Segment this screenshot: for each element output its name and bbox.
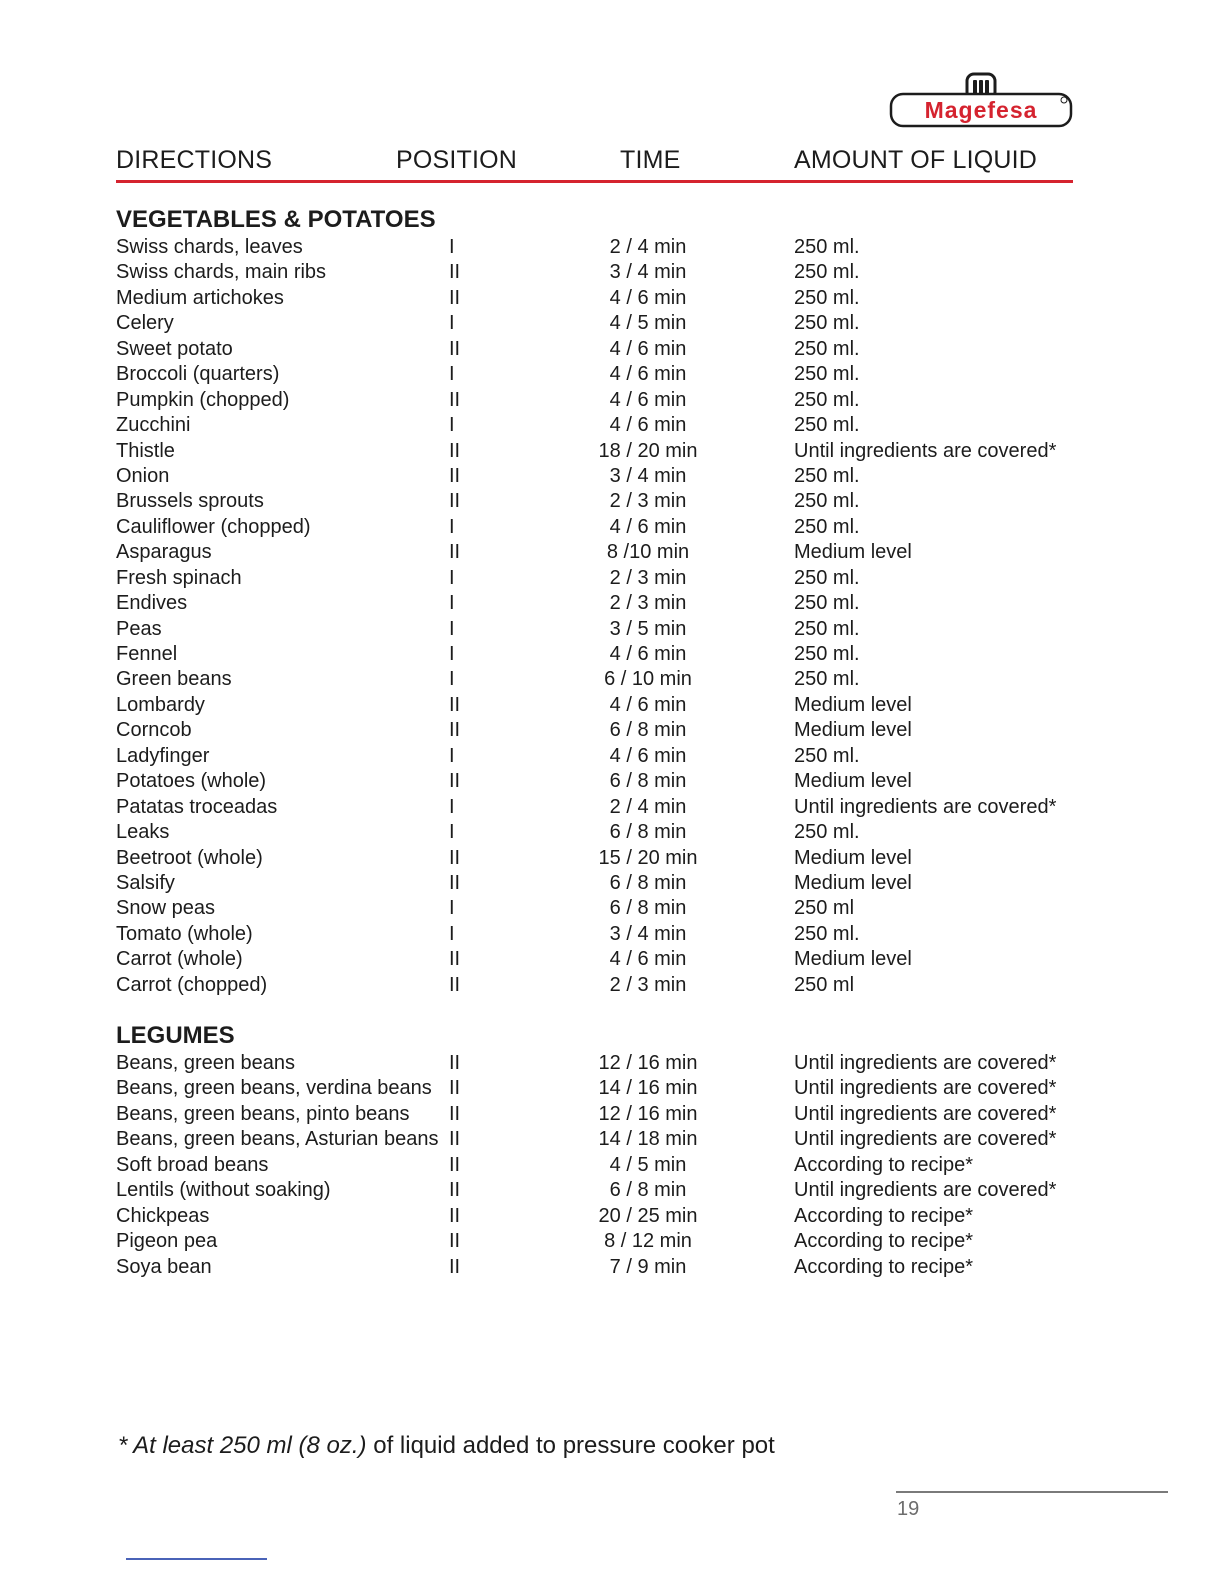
liquid-amount: 250 ml. xyxy=(794,490,860,513)
ingredient-name: Fennel xyxy=(116,643,178,665)
ingredient-name: Cauliflower (chopped) xyxy=(116,515,311,538)
ingredient-name: Snow peas xyxy=(116,897,215,920)
time-text: 3 / 4 min xyxy=(609,464,687,487)
table-row xyxy=(116,744,1076,769)
liquid-amount: 250 ml. xyxy=(794,922,860,945)
time-text: 12 / 16 min xyxy=(598,1102,698,1125)
liquid-amount: Medium level xyxy=(794,871,912,894)
table-row xyxy=(116,235,1076,260)
bottom-accent-line xyxy=(126,1558,267,1560)
legumes-title: LEGUMES xyxy=(116,1022,235,1049)
ingredient-name: Green beans xyxy=(116,668,232,691)
ingredient-name: Leaks xyxy=(116,821,170,844)
time-text: 2 / 4 min xyxy=(609,236,687,258)
position-value: II xyxy=(449,439,461,462)
table-row xyxy=(116,896,1076,921)
liquid-amount: According to recipe* xyxy=(794,1255,973,1278)
position-value: I xyxy=(449,566,455,589)
position-value: II xyxy=(449,388,461,411)
liquid-amount: 250 ml. xyxy=(794,821,860,844)
table-row xyxy=(116,1153,1076,1178)
table-row xyxy=(116,362,1076,387)
time-text: 4 / 6 min xyxy=(609,363,687,386)
table-row xyxy=(116,947,1076,972)
table-row xyxy=(116,1102,1076,1127)
ingredient-name: Onion xyxy=(116,464,170,487)
liquid-amount: Until ingredients are covered* xyxy=(794,1052,1057,1074)
liquid-amount: 250 ml. xyxy=(794,566,860,589)
time-text: 3 / 4 min xyxy=(609,261,687,284)
ingredient-name: Soya bean xyxy=(116,1255,212,1278)
position-value: I xyxy=(449,515,455,538)
table-row xyxy=(116,973,1076,998)
position-value: II xyxy=(449,541,461,564)
liquid-amount: Medium level xyxy=(794,770,912,793)
liquid-amount: Until ingredients are covered* xyxy=(794,1077,1057,1100)
position-value: I xyxy=(449,897,455,920)
ingredient-name: Thistle xyxy=(116,439,175,462)
ingredient-name: Broccoli (quarters) xyxy=(116,363,280,386)
time-text: 4 / 6 min xyxy=(609,388,687,411)
liquid-amount: Until ingredients are covered* xyxy=(794,1102,1057,1125)
liquid-amount: 250 ml. xyxy=(794,236,860,258)
ingredient-name: Carrot (whole) xyxy=(116,948,243,971)
liquid-amount: According to recipe* xyxy=(794,1204,973,1227)
position-value: II xyxy=(449,261,461,284)
table-row xyxy=(116,515,1076,540)
time-text: 6 / 8 min xyxy=(609,897,687,920)
table-row xyxy=(116,667,1076,692)
position-value: II xyxy=(449,1102,461,1125)
time-text: 4 / 6 min xyxy=(609,414,687,437)
footer-divider xyxy=(896,1491,1168,1493)
position-value: II xyxy=(449,973,461,996)
liquid-amount: According to recipe* xyxy=(794,1153,973,1176)
table-row xyxy=(116,1127,1076,1152)
time-text: 6 / 8 min xyxy=(609,871,687,894)
liquid-amount: Medium level xyxy=(794,719,912,742)
ingredient-name: Beans, green beans, Asturian beans xyxy=(116,1128,439,1151)
table-row xyxy=(116,413,1076,438)
table-row xyxy=(116,871,1076,896)
time-text: 18 / 20 min xyxy=(598,439,698,462)
time-text: 2 / 3 min xyxy=(609,592,687,615)
magefesa-logo xyxy=(888,72,1074,130)
position-value: II xyxy=(449,1128,461,1151)
liquid-amount: Until ingredients are covered* xyxy=(794,439,1057,462)
liquid-amount: According to recipe* xyxy=(794,1230,973,1253)
table-row xyxy=(116,642,1076,667)
liquid-amount: 250 ml. xyxy=(794,363,860,386)
ingredient-name: Lentils (without soaking) xyxy=(116,1179,331,1202)
ingredient-name: Beans, green beans, verdina beans xyxy=(116,1077,432,1100)
header-position: POSITION xyxy=(396,146,518,174)
position-value: II xyxy=(449,490,461,513)
table-row xyxy=(116,1255,1076,1280)
liquid-amount: 250 ml. xyxy=(794,464,860,487)
liquid-amount: 250 ml xyxy=(794,973,855,996)
liquid-amount: 250 ml xyxy=(794,897,855,920)
position-value: II xyxy=(449,1052,461,1074)
ingredient-name: Peas xyxy=(116,617,162,640)
time-text: 4 / 6 min xyxy=(609,744,687,767)
time-text: 14 / 18 min xyxy=(598,1128,698,1151)
ingredient-name: Corncob xyxy=(116,719,192,742)
liquid-amount: 250 ml. xyxy=(794,261,860,284)
liquid-amount: Medium level xyxy=(794,693,912,716)
time-text: 20 / 25 min xyxy=(598,1204,698,1227)
table-row xyxy=(116,769,1076,794)
header-divider xyxy=(116,180,1073,183)
position-value: I xyxy=(449,744,455,767)
table-row xyxy=(116,388,1076,413)
ingredient-name: Pumpkin (chopped) xyxy=(116,388,290,411)
liquid-amount: 250 ml. xyxy=(794,312,860,335)
time-text: 2 / 3 min xyxy=(609,490,687,513)
table-row xyxy=(116,820,1076,845)
ingredient-name: Medium artichokes xyxy=(116,286,284,309)
footnote xyxy=(118,1432,775,1460)
liquid-amount: 250 ml. xyxy=(794,643,860,665)
table-row xyxy=(116,286,1076,311)
position-value: I xyxy=(449,821,455,844)
table-row xyxy=(116,464,1076,489)
table-row xyxy=(116,1051,1076,1076)
position-value: II xyxy=(449,770,461,793)
liquid-amount: 250 ml. xyxy=(794,617,860,640)
table-row xyxy=(116,489,1076,514)
ingredient-name: Ladyfinger xyxy=(116,744,210,767)
column-header xyxy=(116,146,1072,178)
vegetables-title: VEGETABLES & POTATOES xyxy=(116,206,436,233)
position-value: I xyxy=(449,617,455,640)
table-row xyxy=(116,922,1076,947)
ingredient-name: Potatoes (whole) xyxy=(116,770,267,793)
time-text: 6 / 8 min xyxy=(609,821,687,844)
time-text: 6 / 8 min xyxy=(609,719,687,742)
table-row xyxy=(116,337,1076,362)
time-text: 2 / 3 min xyxy=(609,566,687,589)
ingredient-name: Sweet potato xyxy=(116,337,233,360)
table-row xyxy=(116,260,1076,285)
time-text: 4 / 6 min xyxy=(609,948,687,971)
ingredient-name: Soft broad beans xyxy=(116,1153,269,1176)
ingredient-name: Chickpeas xyxy=(116,1204,210,1227)
time-text: 3 / 4 min xyxy=(609,922,687,945)
position-value: II xyxy=(449,337,461,360)
ingredient-name: Beans, green beans xyxy=(116,1052,296,1074)
time-text: 2 / 3 min xyxy=(609,973,687,996)
time-text: 4 / 6 min xyxy=(609,337,687,360)
ingredient-name: Carrot (chopped) xyxy=(116,973,268,996)
time-text: 4 / 6 min xyxy=(609,286,687,309)
time-text: 4 / 5 min xyxy=(609,1153,687,1176)
liquid-amount: Until ingredients are covered* xyxy=(794,795,1057,818)
time-text: 15 / 20 min xyxy=(598,846,698,869)
ingredient-name: Patatas troceadas xyxy=(116,795,278,818)
time-text: 2 / 4 min xyxy=(609,795,687,818)
time-text: 6 / 8 min xyxy=(609,770,687,793)
ingredient-name: Swiss chards, leaves xyxy=(116,236,303,258)
table-row xyxy=(116,1229,1076,1254)
header-amount-of-liquid: AMOUNT OF LIQUID xyxy=(794,146,1038,174)
liquid-amount: 250 ml. xyxy=(794,668,860,691)
ingredient-name: Salsify xyxy=(116,871,175,894)
ingredient-name: Beans, green beans, pinto beans xyxy=(116,1102,410,1125)
table-row xyxy=(116,693,1076,718)
liquid-amount: 250 ml. xyxy=(794,414,860,437)
position-value: II xyxy=(449,464,461,487)
table-row xyxy=(116,1204,1076,1229)
table-row xyxy=(116,617,1076,642)
ingredient-name: Celery xyxy=(116,312,174,335)
ingredient-name: Lombardy xyxy=(116,693,205,716)
table-row xyxy=(116,591,1076,616)
position-value: I xyxy=(449,312,455,335)
liquid-amount: Until ingredients are covered* xyxy=(794,1179,1057,1202)
ingredient-name: Brussels sprouts xyxy=(116,490,264,513)
table-row xyxy=(116,566,1076,591)
liquid-amount: 250 ml. xyxy=(794,744,860,767)
vegetables-rows xyxy=(116,235,1076,998)
liquid-amount: Medium level xyxy=(794,846,912,869)
ingredient-name: Zucchini xyxy=(116,414,191,437)
liquid-amount: 250 ml. xyxy=(794,337,860,360)
ingredient-name: Endives xyxy=(116,592,188,615)
position-value: II xyxy=(449,1153,461,1176)
position-value: II xyxy=(449,1179,461,1202)
time-text: 4 / 6 min xyxy=(609,643,687,665)
liquid-amount: Medium level xyxy=(794,948,912,971)
position-value: I xyxy=(449,795,455,818)
legumes-rows xyxy=(116,1051,1076,1280)
position-value: I xyxy=(449,236,455,258)
header-time: TIME xyxy=(620,146,681,174)
vegetables-section xyxy=(116,204,1076,998)
time-text: 6 / 10 min xyxy=(604,668,692,691)
ingredient-name: Asparagus xyxy=(116,541,212,564)
footnote-italic: * At least 250 ml (8 oz.) xyxy=(118,1432,367,1459)
position-value: I xyxy=(449,668,455,691)
position-value: I xyxy=(449,414,455,437)
ingredient-name: Fresh spinach xyxy=(116,566,242,589)
time-text: 3 / 5 min xyxy=(609,617,687,640)
position-value: II xyxy=(449,846,461,869)
liquid-amount: 250 ml. xyxy=(794,592,860,615)
position-value: II xyxy=(449,1230,461,1253)
time-text: 8 / 12 min xyxy=(604,1230,692,1253)
position-value: I xyxy=(449,363,455,386)
position-value: I xyxy=(449,922,455,945)
table-row xyxy=(116,540,1076,565)
liquid-amount: 250 ml. xyxy=(794,286,860,309)
table-row xyxy=(116,311,1076,336)
liquid-amount: Medium level xyxy=(794,541,912,564)
table-row xyxy=(116,718,1076,743)
position-value: II xyxy=(449,871,461,894)
ingredient-name: Tomato (whole) xyxy=(116,922,253,945)
position-value: II xyxy=(449,719,461,742)
time-text: 4 / 6 min xyxy=(609,515,687,538)
position-value: II xyxy=(449,948,461,971)
time-text: 4 / 5 min xyxy=(609,312,687,335)
liquid-amount: Until ingredients are covered* xyxy=(794,1128,1057,1151)
position-value: II xyxy=(449,1255,461,1278)
position-value: I xyxy=(449,592,455,615)
table-row xyxy=(116,1076,1076,1101)
legumes-section xyxy=(116,1020,1076,1280)
time-text: 4 / 6 min xyxy=(609,693,687,716)
table-row xyxy=(116,1178,1076,1203)
table-row xyxy=(116,795,1076,820)
ingredient-name: Beetroot (whole) xyxy=(116,846,263,869)
position-value: II xyxy=(449,693,461,716)
time-text: 8 /10 min xyxy=(606,541,690,564)
svg-text:Magefesa: Magefesa xyxy=(924,97,1038,123)
ingredient-name: Swiss chards, main ribs xyxy=(116,261,327,284)
header-directions: DIRECTIONS xyxy=(116,146,273,174)
time-text: 12 / 16 min xyxy=(598,1052,698,1074)
position-value: II xyxy=(449,1077,461,1100)
liquid-amount: 250 ml. xyxy=(794,388,860,411)
page-number: 19 xyxy=(897,1498,920,1520)
ingredient-name: Pigeon pea xyxy=(116,1230,218,1253)
position-value: II xyxy=(449,1204,461,1227)
footnote-text: of liquid added to pressure cooker pot xyxy=(366,1432,775,1459)
time-text: 14 / 16 min xyxy=(598,1077,698,1100)
table-row xyxy=(116,439,1076,464)
time-text: 6 / 8 min xyxy=(609,1179,687,1202)
position-value: I xyxy=(449,643,455,665)
position-value: II xyxy=(449,286,461,309)
time-text: 7 / 9 min xyxy=(609,1255,687,1278)
table-row xyxy=(116,846,1076,871)
liquid-amount: 250 ml. xyxy=(794,515,860,538)
